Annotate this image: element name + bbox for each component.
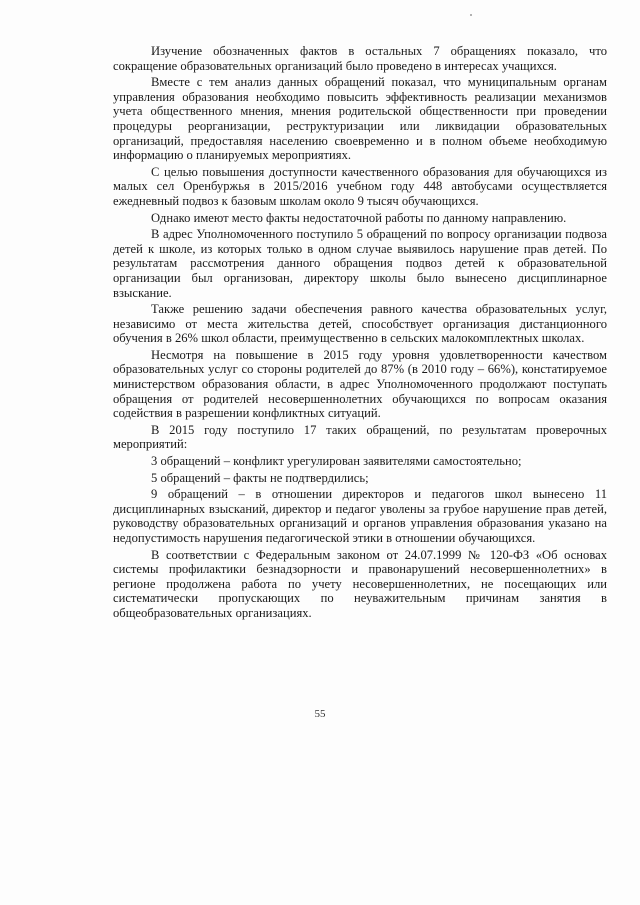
paragraph-8: В 2015 году поступило 17 таких обращений, по результатам проверочных мероприятий: [113, 422, 607, 452]
page-number: 55 [314, 708, 326, 720]
paragraph-7: Несмотря на повышение в 2015 году уровня удовлетворенности качеством образовательных услуг со стороны родителей до 87% (в 2010 году – 66%), констатируемое министерством образования области, в адрес Уполномоченного продолжают поступать обращения от родителей несовершеннолетних обучающихся по вопросам оказания содействия в разрешении конфликтных ситуаций. [113, 347, 607, 421]
list-item-2: 5 обращений – факты не подтвердились; [151, 470, 369, 485]
paragraph-5: В адрес Уполномоченного поступило 5 обращений по вопросу организации подвоза детей к школе, из которых только в одном случае выявилось нарушение прав детей. По результатам рассмотрения данного обращения подвоз детей к образовательной организации был организован, директору школы было вынесено дисциплинарное взыскание. [113, 227, 607, 300]
paragraph-9: В соответствии с Федеральным законом от 24.07.1999 № 120-ФЗ «Об основах системы профилактики безнадзорности и правонарушений несовершеннолетних» в регионе продолжена работа по учету несовершеннолетних, не посещающих или систематически пропускающих по неуважительным причинам занятия в общеобразовательных организациях. [113, 547, 607, 620]
list-item-1: 3 обращений – конфликт урегулирован заявителями самостоятельно; [151, 454, 522, 469]
list-item-3: 9 обращений – в отношении директоров и педагогов школ вынесено 11 дисциплинарных взысканий, директор и педагог уволены за грубое нарушение прав детей, руководству образовательных организаций и органов управления образования указано на недопустимость нарушения педагогической этики в отношении обучающихся. [113, 487, 607, 545]
paragraph-4: Однако имеют место факты недостаточной работы по данному направлению. [151, 210, 567, 225]
paragraph-6: Также решению задачи обеспечения равного качества образовательных услуг, независимо от места жительства детей, способствует организация дистанционного обучения в 26% школ области, преимущественно в сельских малокомплектных школах. [113, 302, 607, 346]
paragraph-2: Вместе с тем анализ данных обращений показал, что муниципальным органам управления образования необходимо повысить эффективность реализации механизмов учета общественного мнения, мнения родительской общественности при проведении процедуры реорганизации, реструктуризации или ликвидации образовательных организаций, предоставляя населению своевременно и в полном объеме необходимую информацию о планируемых мероприятиях. [113, 75, 607, 163]
paragraph-3: С целью повышения доступности качественного образования для обучающихся из малых сел Оренбуржья в 2015/2016 учебном году 448 автобусами осуществляется ежедневный подвоз к базовым школам около 9 тысяч обучающихся. [113, 164, 607, 208]
paragraph-1: Изучение обозначенных фактов в остальных 7 обращениях показало, что сокращение образовательных организаций было проведено в интересах учащихся. [113, 44, 607, 73]
scan-speck [470, 14, 472, 16]
body-text [113, 44, 607, 623]
